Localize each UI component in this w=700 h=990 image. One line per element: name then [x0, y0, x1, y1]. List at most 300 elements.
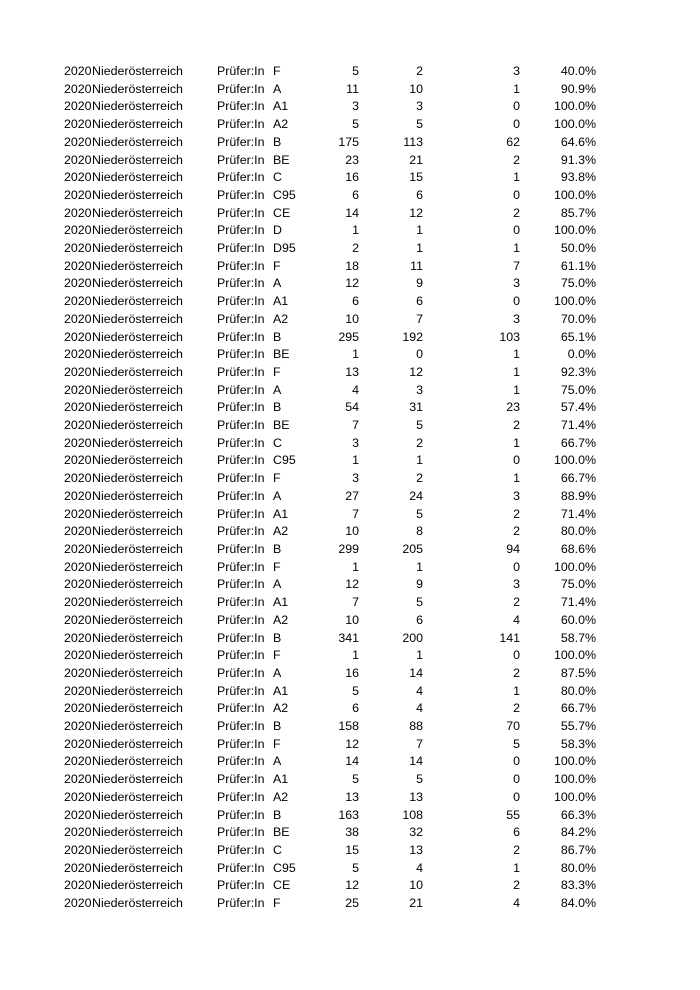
license-class-cell: A1: [273, 772, 289, 787]
role-cell: Prüfer:In: [217, 223, 265, 238]
total-cell: 163: [338, 807, 359, 822]
failed-cell: 2: [513, 205, 520, 220]
license-class-cell: F: [273, 471, 281, 486]
total-cell: 15: [345, 842, 359, 857]
failed-cell: 4: [513, 896, 520, 911]
region-cell: Niederösterreich: [92, 418, 183, 433]
failed-cell: 1: [513, 170, 520, 185]
region-cell: Niederösterreich: [92, 896, 183, 911]
role-cell: Prüfer:In: [217, 878, 265, 893]
table-row: [64, 187, 596, 205]
license-class-cell: CE: [273, 878, 291, 893]
year-cell: 2020: [64, 577, 92, 592]
pass-rate-cell: 75.0%: [560, 276, 596, 291]
region-cell: Niederösterreich: [92, 223, 183, 238]
role-cell: Prüfer:In: [217, 276, 265, 291]
year-cell: 2020: [64, 736, 92, 751]
role-cell: Prüfer:In: [217, 117, 265, 132]
region-cell: Niederösterreich: [92, 170, 183, 185]
region-cell: Niederösterreich: [92, 842, 183, 857]
license-class-cell: A2: [273, 701, 289, 716]
pass-rate-cell: 83.3%: [560, 878, 596, 893]
pass-rate-cell: 84.2%: [560, 825, 596, 840]
region-cell: Niederösterreich: [92, 577, 183, 592]
pass-rate-cell: 80.0%: [560, 524, 596, 539]
region-cell: Niederösterreich: [92, 559, 183, 574]
table-row: [64, 293, 596, 311]
role-cell: Prüfer:In: [217, 612, 265, 627]
table-row: [64, 506, 596, 524]
table-row: [64, 134, 596, 152]
failed-cell: 1: [513, 364, 520, 379]
pass-rate-cell: 100.0%: [553, 117, 596, 132]
table-row: [64, 205, 596, 223]
passed-cell: 108: [402, 807, 423, 822]
passed-cell: 4: [416, 683, 423, 698]
license-class-cell: BE: [273, 347, 290, 362]
pass-rate-cell: 100.0%: [553, 559, 596, 574]
year-cell: 2020: [64, 117, 92, 132]
table-row: [64, 364, 596, 382]
passed-cell: 2: [416, 64, 423, 78]
pass-rate-cell: 88.9%: [560, 488, 596, 503]
pass-rate-cell: 40.0%: [560, 64, 596, 78]
year-cell: 2020: [64, 630, 92, 645]
year-cell: 2020: [64, 99, 92, 114]
pass-rate-cell: 75.0%: [560, 577, 596, 592]
region-cell: Niederösterreich: [92, 435, 183, 450]
passed-cell: 6: [416, 294, 423, 309]
role-cell: Prüfer:In: [217, 435, 265, 450]
total-cell: 5: [352, 683, 359, 698]
failed-cell: 70: [506, 719, 520, 734]
total-cell: 5: [352, 860, 359, 875]
role-cell: Prüfer:In: [217, 205, 265, 220]
failed-cell: 55: [506, 807, 520, 822]
region-cell: Niederösterreich: [92, 595, 183, 610]
table-row: [64, 399, 596, 417]
failed-cell: 23: [506, 400, 520, 415]
passed-cell: 7: [416, 736, 423, 751]
passed-cell: 10: [409, 81, 423, 96]
role-cell: Prüfer:In: [217, 258, 265, 273]
pass-rate-cell: 100.0%: [553, 223, 596, 238]
failed-cell: 3: [513, 311, 520, 326]
role-cell: Prüfer:In: [217, 152, 265, 167]
passed-cell: 24: [409, 488, 423, 503]
passed-cell: 21: [409, 896, 423, 911]
failed-cell: 2: [513, 506, 520, 521]
passed-cell: 1: [416, 241, 423, 256]
total-cell: 1: [352, 648, 359, 663]
total-cell: 1: [352, 453, 359, 468]
total-cell: 1: [352, 347, 359, 362]
year-cell: 2020: [64, 648, 92, 663]
table-row: [64, 630, 596, 648]
passed-cell: 13: [409, 842, 423, 857]
region-cell: Niederösterreich: [92, 471, 183, 486]
passed-cell: 3: [416, 382, 423, 397]
passed-cell: 9: [416, 276, 423, 291]
total-cell: 27: [345, 488, 359, 503]
year-cell: 2020: [64, 559, 92, 574]
pass-rate-cell: 58.7%: [560, 630, 596, 645]
failed-cell: 2: [513, 152, 520, 167]
failed-cell: 2: [513, 665, 520, 680]
failed-cell: 0: [513, 117, 520, 132]
role-cell: Prüfer:In: [217, 64, 265, 78]
region-cell: Niederösterreich: [92, 488, 183, 503]
pass-rate-cell: 100.0%: [553, 99, 596, 114]
table-row: [64, 63, 596, 81]
failed-cell: 1: [513, 435, 520, 450]
passed-cell: 11: [410, 258, 423, 273]
failed-cell: 62: [506, 134, 520, 149]
passed-cell: 12: [409, 205, 423, 220]
region-cell: Niederösterreich: [92, 772, 183, 787]
pass-rate-cell: 70.0%: [560, 311, 596, 326]
license-class-cell: B: [273, 400, 282, 415]
license-class-cell: F: [273, 736, 281, 751]
license-class-cell: A1: [273, 99, 289, 114]
passed-cell: 6: [416, 187, 423, 202]
role-cell: Prüfer:In: [217, 453, 265, 468]
license-class-cell: A: [273, 754, 282, 769]
role-cell: Prüfer:In: [217, 807, 265, 822]
pass-rate-cell: 55.7%: [560, 719, 596, 734]
pass-rate-cell: 92.3%: [560, 364, 596, 379]
year-cell: 2020: [64, 276, 92, 291]
license-class-cell: A2: [273, 117, 289, 132]
year-cell: 2020: [64, 772, 92, 787]
total-cell: 6: [352, 701, 359, 716]
total-cell: 54: [345, 400, 359, 415]
table-row: [64, 222, 596, 240]
total-cell: 299: [338, 541, 359, 556]
passed-cell: 4: [416, 701, 423, 716]
role-cell: Prüfer:In: [217, 241, 265, 256]
pass-rate-cell: 61.1%: [560, 258, 596, 273]
role-cell: Prüfer:In: [217, 719, 265, 734]
region-cell: Niederösterreich: [92, 736, 183, 751]
table-body: [64, 63, 596, 913]
table-row: [64, 152, 596, 170]
year-cell: 2020: [64, 258, 92, 273]
passed-cell: 1: [416, 453, 423, 468]
passed-cell: 1: [416, 559, 423, 574]
total-cell: 23: [345, 152, 359, 167]
region-cell: Niederösterreich: [92, 64, 183, 78]
role-cell: Prüfer:In: [217, 329, 265, 344]
year-cell: 2020: [64, 418, 92, 433]
table-row: [64, 116, 596, 134]
total-cell: 1: [352, 223, 359, 238]
region-cell: Niederösterreich: [92, 276, 183, 291]
role-cell: Prüfer:In: [217, 789, 265, 804]
year-cell: 2020: [64, 896, 92, 911]
year-cell: 2020: [64, 842, 92, 857]
pass-rate-cell: 58.3%: [560, 736, 596, 751]
year-cell: 2020: [64, 541, 92, 556]
role-cell: Prüfer:In: [217, 701, 265, 716]
region-cell: Niederösterreich: [92, 117, 183, 132]
year-cell: 2020: [64, 825, 92, 840]
pass-rate-cell: 57.4%: [560, 400, 596, 415]
license-class-cell: A: [273, 577, 282, 592]
role-cell: Prüfer:In: [217, 754, 265, 769]
role-cell: Prüfer:In: [217, 170, 265, 185]
year-cell: 2020: [64, 311, 92, 326]
total-cell: 175: [338, 134, 359, 149]
year-cell: 2020: [64, 612, 92, 627]
license-class-cell: C95: [273, 860, 296, 875]
region-cell: Niederösterreich: [92, 329, 183, 344]
total-cell: 7: [352, 595, 359, 610]
license-class-cell: B: [273, 541, 282, 556]
pass-rate-cell: 66.7%: [560, 435, 596, 450]
table-row: [64, 541, 596, 559]
license-class-cell: A: [273, 665, 282, 680]
license-class-cell: A2: [273, 612, 289, 627]
region-cell: Niederösterreich: [92, 205, 183, 220]
passed-cell: 192: [402, 329, 423, 344]
failed-cell: 1: [513, 683, 520, 698]
year-cell: 2020: [64, 223, 92, 238]
pass-rate-cell: 90.9%: [560, 81, 596, 96]
passed-cell: 1: [416, 648, 423, 663]
pass-rate-cell: 100.0%: [553, 789, 596, 804]
failed-cell: 1: [513, 860, 520, 875]
year-cell: 2020: [64, 134, 92, 149]
role-cell: Prüfer:In: [217, 488, 265, 503]
region-cell: Niederösterreich: [92, 789, 183, 804]
role-cell: Prüfer:In: [217, 81, 265, 96]
region-cell: Niederösterreich: [92, 648, 183, 663]
passed-cell: 88: [409, 719, 423, 734]
failed-cell: 7: [513, 258, 520, 273]
failed-cell: 0: [513, 453, 520, 468]
year-cell: 2020: [64, 329, 92, 344]
region-cell: Niederösterreich: [92, 541, 183, 556]
year-cell: 2020: [64, 807, 92, 822]
pass-rate-cell: 66.3%: [560, 807, 596, 822]
table-row: [64, 275, 596, 293]
failed-cell: 141: [499, 630, 520, 645]
role-cell: Prüfer:In: [217, 577, 265, 592]
table-row: [64, 81, 596, 99]
license-class-cell: D95: [273, 241, 296, 256]
total-cell: 16: [345, 665, 359, 680]
passed-cell: 10: [409, 878, 423, 893]
pass-rate-cell: 71.4%: [560, 506, 596, 521]
table-row: [64, 311, 596, 329]
year-cell: 2020: [64, 364, 92, 379]
region-cell: Niederösterreich: [92, 683, 183, 698]
failed-cell: 3: [513, 488, 520, 503]
total-cell: 1: [352, 559, 359, 574]
table-row: [64, 576, 596, 594]
pass-rate-cell: 93.8%: [560, 170, 596, 185]
table-row: [64, 842, 596, 860]
pass-rate-cell: 66.7%: [560, 701, 596, 716]
year-cell: 2020: [64, 754, 92, 769]
region-cell: Niederösterreich: [92, 453, 183, 468]
license-class-cell: F: [273, 896, 281, 911]
license-class-cell: B: [273, 329, 282, 344]
passed-cell: 5: [416, 506, 423, 521]
license-class-cell: F: [273, 258, 281, 273]
failed-cell: 0: [513, 223, 520, 238]
failed-cell: 0: [513, 772, 520, 787]
license-class-cell: C: [273, 170, 282, 185]
region-cell: Niederösterreich: [92, 825, 183, 840]
license-class-cell: C95: [273, 453, 296, 468]
table-row: [64, 789, 596, 807]
total-cell: 13: [345, 364, 359, 379]
license-class-cell: A2: [273, 524, 289, 539]
passed-cell: 12: [409, 364, 423, 379]
table-row: [64, 718, 596, 736]
role-cell: Prüfer:In: [217, 471, 265, 486]
license-class-cell: A1: [273, 683, 289, 698]
passed-cell: 9: [416, 577, 423, 592]
table-row: [64, 824, 596, 842]
failed-cell: 2: [513, 878, 520, 893]
role-cell: Prüfer:In: [217, 524, 265, 539]
table-row: [64, 807, 596, 825]
year-cell: 2020: [64, 506, 92, 521]
failed-cell: 3: [513, 276, 520, 291]
total-cell: 12: [345, 878, 359, 893]
year-cell: 2020: [64, 187, 92, 202]
year-cell: 2020: [64, 524, 92, 539]
pass-rate-cell: 91.3%: [560, 152, 596, 167]
total-cell: 3: [352, 435, 359, 450]
license-class-cell: A2: [273, 311, 289, 326]
pass-rate-cell: 60.0%: [560, 612, 596, 627]
region-cell: Niederösterreich: [92, 612, 183, 627]
year-cell: 2020: [64, 665, 92, 680]
license-class-cell: A: [273, 382, 282, 397]
pass-rate-cell: 66.7%: [560, 471, 596, 486]
passed-cell: 5: [416, 418, 423, 433]
license-class-cell: A: [273, 488, 282, 503]
role-cell: Prüfer:In: [217, 294, 265, 309]
region-cell: Niederösterreich: [92, 81, 183, 96]
pass-rate-cell: 80.0%: [560, 683, 596, 698]
failed-cell: 2: [513, 524, 520, 539]
table-row: [64, 753, 596, 771]
year-cell: 2020: [64, 205, 92, 220]
pass-rate-cell: 85.7%: [560, 205, 596, 220]
table-row: [64, 452, 596, 470]
passed-cell: 21: [409, 152, 423, 167]
total-cell: 10: [345, 612, 359, 627]
year-cell: 2020: [64, 878, 92, 893]
region-cell: Niederösterreich: [92, 152, 183, 167]
total-cell: 25: [345, 896, 359, 911]
table-row: [64, 523, 596, 541]
table-row: [64, 612, 596, 630]
pass-rate-cell: 84.0%: [560, 896, 596, 911]
failed-cell: 0: [513, 648, 520, 663]
passed-cell: 6: [416, 612, 423, 627]
license-class-cell: A: [273, 81, 282, 96]
table-row: [64, 683, 596, 701]
table-row: [64, 771, 596, 789]
total-cell: 341: [338, 630, 359, 645]
role-cell: Prüfer:In: [217, 134, 265, 149]
region-cell: Niederösterreich: [92, 878, 183, 893]
failed-cell: 1: [513, 81, 520, 96]
region-cell: Niederösterreich: [92, 400, 183, 415]
license-class-cell: A2: [273, 789, 289, 804]
table-row: [64, 665, 596, 683]
passed-cell: 14: [409, 665, 423, 680]
pass-rate-cell: 0.0%: [567, 347, 596, 362]
failed-cell: 3: [513, 64, 520, 78]
failed-cell: 0: [513, 559, 520, 574]
total-cell: 5: [352, 772, 359, 787]
region-cell: Niederösterreich: [92, 241, 183, 256]
region-cell: Niederösterreich: [92, 860, 183, 875]
region-cell: Niederösterreich: [92, 99, 183, 114]
year-cell: 2020: [64, 241, 92, 256]
role-cell: Prüfer:In: [217, 559, 265, 574]
total-cell: 12: [345, 577, 359, 592]
role-cell: Prüfer:In: [217, 896, 265, 911]
passed-cell: 32: [409, 825, 423, 840]
role-cell: Prüfer:In: [217, 630, 265, 645]
total-cell: 7: [352, 418, 359, 433]
failed-cell: 2: [513, 701, 520, 716]
total-cell: 3: [352, 471, 359, 486]
failed-cell: 1: [513, 471, 520, 486]
failed-cell: 1: [513, 241, 520, 256]
total-cell: 5: [352, 64, 359, 78]
total-cell: 4: [352, 382, 359, 397]
table-row: [64, 169, 596, 187]
year-cell: 2020: [64, 294, 92, 309]
table-row: [64, 736, 596, 754]
table-row: [64, 346, 596, 364]
failed-cell: 103: [499, 329, 520, 344]
passed-cell: 113: [403, 134, 423, 149]
failed-cell: 0: [513, 294, 520, 309]
year-cell: 2020: [64, 701, 92, 716]
failed-cell: 6: [513, 825, 520, 840]
license-class-cell: A1: [273, 506, 289, 521]
table-row: [64, 470, 596, 488]
failed-cell: 2: [513, 418, 520, 433]
total-cell: 10: [345, 311, 359, 326]
license-class-cell: BE: [273, 152, 290, 167]
year-cell: 2020: [64, 170, 92, 185]
role-cell: Prüfer:In: [217, 382, 265, 397]
table-row: [64, 488, 596, 506]
passed-cell: 8: [416, 524, 423, 539]
license-class-cell: C: [273, 842, 282, 857]
table-row: [64, 559, 596, 577]
license-class-cell: B: [273, 807, 282, 822]
total-cell: 3: [352, 99, 359, 114]
role-cell: Prüfer:In: [217, 311, 265, 326]
pass-rate-cell: 75.0%: [560, 382, 596, 397]
passed-cell: 205: [402, 541, 423, 556]
role-cell: Prüfer:In: [217, 400, 265, 415]
region-cell: Niederösterreich: [92, 524, 183, 539]
pass-rate-cell: 100.0%: [553, 754, 596, 769]
